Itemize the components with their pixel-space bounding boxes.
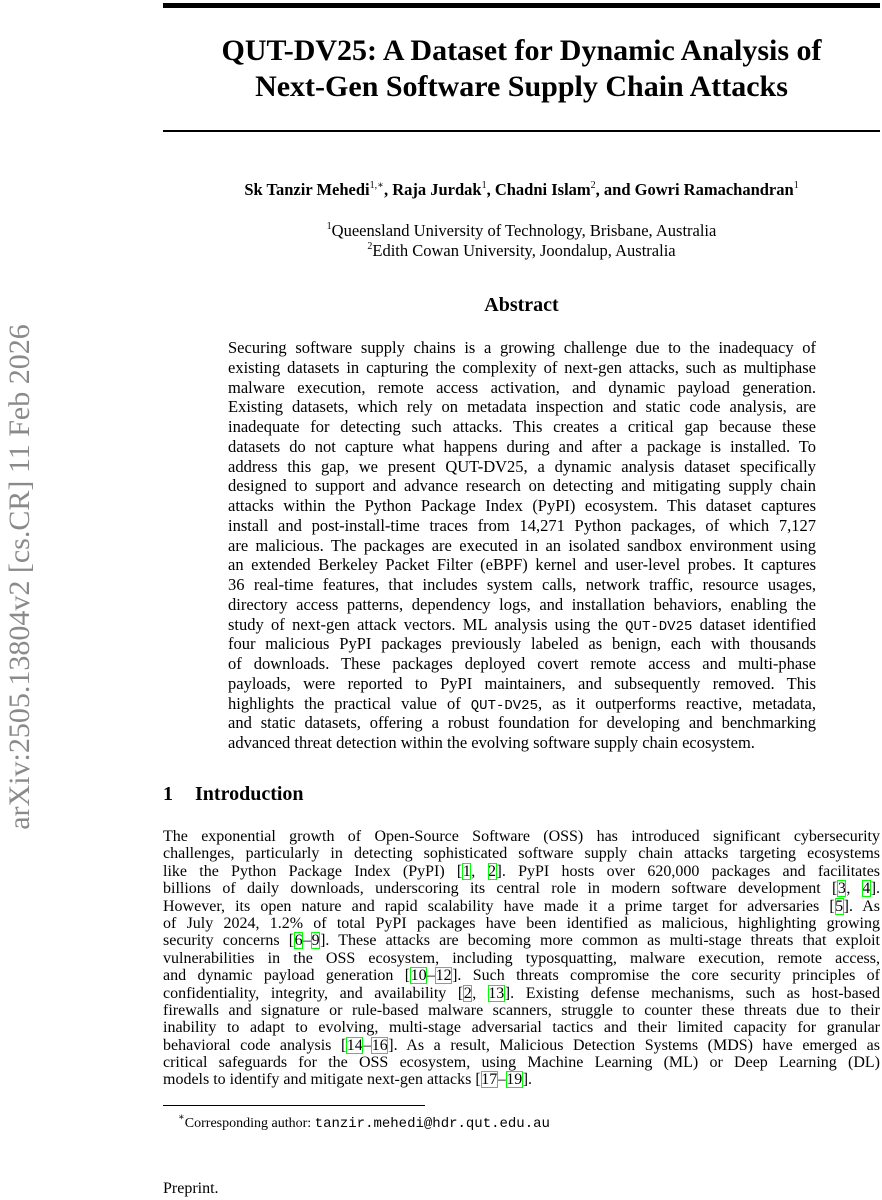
preprint-note: Preprint. xyxy=(163,1180,219,1197)
introduction-paragraph xyxy=(163,828,880,1089)
text-segment: designed to support and advance research on detecting and mitigating supply chain xyxy=(228,476,816,496)
author-list xyxy=(163,180,880,200)
text-line xyxy=(228,694,816,714)
text-segment: critical safeguards for the OSS ecosystem, using Machine Learning (ML) or Deep Learning (DL) xyxy=(163,1054,880,1072)
top-rule xyxy=(163,3,880,8)
text-segment: ]. PyPI hosts over 620,000 packages and facilitates xyxy=(496,862,881,880)
citation-link[interactable]: 13 xyxy=(488,984,505,1002)
text-line xyxy=(163,898,880,915)
text-line xyxy=(228,358,816,378)
text-line xyxy=(163,863,880,880)
text-segment: attacks within the Python Package Index (PyPI) ecosystem. This dataset captures xyxy=(228,496,816,515)
affiliation-mark: 2 xyxy=(367,241,373,252)
title-line-1: QUT-DV25: A Dataset for Dynamic Analysis of xyxy=(221,34,822,67)
affiliation-mark: 1 xyxy=(326,221,332,232)
text-segment: and static datasets, offering a robust foundation for developing and benchmarking xyxy=(228,713,816,733)
affiliation-text: Queensland University of Technology, Brisbane, Australia xyxy=(331,221,717,240)
text-line xyxy=(228,555,816,575)
citation-link[interactable]: 6 xyxy=(294,932,303,950)
text-segment: malware execution, remote access activation, and dynamic payload generation. xyxy=(228,377,816,397)
text-segment: Existing datasets, which rely on metadata inspection and static code analysis, are xyxy=(228,397,816,417)
citation-link[interactable]: 4 xyxy=(862,880,871,898)
text-segment: However, its open nature and rapid scalability have made it a prime target for adversaries [ xyxy=(163,897,835,915)
text-line xyxy=(228,338,816,358)
text-line xyxy=(228,417,816,437)
text-segment: vulnerabilities in the OSS ecosystem, including typosquatting, malware execution, remote access, xyxy=(163,949,880,967)
text-segment: highlights the practical value of xyxy=(228,693,471,713)
author-affiliation-mark: 1 xyxy=(481,180,487,191)
affiliation-text: Edith Cowan University, Joondalup, Australia xyxy=(372,241,676,260)
citation-link[interactable]: 3 xyxy=(837,880,846,898)
citation-link[interactable]: 2 xyxy=(463,984,472,1002)
corresponding-email[interactable]: tanzir.mehedi@hdr.qut.edu.au xyxy=(314,1116,550,1132)
text-segment: ]. xyxy=(522,1071,533,1089)
footnote-mark: ∗ xyxy=(178,1112,185,1123)
title-line-2: Next-Gen Software Supply Chain Attacks xyxy=(255,70,788,103)
citation-link[interactable]: 5 xyxy=(835,897,844,915)
text-segment: The exponential growth of Open-Source Software (OSS) has introduced significant cybersecurity xyxy=(163,828,880,845)
text-segment: existing datasets in capturing the complexity of next-gen attacks, such as multiphase xyxy=(228,357,816,377)
author-affiliation-mark: 2 xyxy=(590,180,596,191)
abstract-body xyxy=(228,338,816,753)
author-separator: , xyxy=(486,180,495,199)
arxiv-identifier-stamp: arXiv:2505.13804v2 [cs.CR] 11 Feb 2026 xyxy=(3,324,36,830)
text-segment: of July 2024, 1.2% of total PyPI packages have been identified as malicious, highlighting growing xyxy=(163,914,880,932)
text-line xyxy=(228,733,816,753)
footnote-rule xyxy=(163,1105,425,1106)
footnote-label: Corresponding author: xyxy=(184,1116,315,1131)
text-segment: models to identify and mitigate next-gen attacks [ xyxy=(163,1071,481,1089)
text-line xyxy=(228,713,816,733)
text-line xyxy=(163,1071,880,1088)
abstract-heading: Abstract xyxy=(484,294,559,316)
paper-title xyxy=(163,33,880,105)
text-line xyxy=(228,378,816,398)
text-line xyxy=(228,674,816,694)
citation-link[interactable]: 10 xyxy=(410,967,427,985)
text-line xyxy=(228,536,816,556)
text-segment: an extended Berkeley Packet Filter (eBPF) kernel and user-level probes. It captures xyxy=(228,555,816,575)
citation-link[interactable]: 12 xyxy=(435,967,452,985)
text-segment: study of next-gen attack vectors. ML analysis using the xyxy=(228,614,626,634)
text-segment: are malicious. The packages are executed in an isolated sandbox environment using xyxy=(228,535,816,555)
text-segment: – xyxy=(497,1071,506,1089)
author-separator: , xyxy=(383,180,393,199)
citation-link[interactable]: 9 xyxy=(311,932,320,950)
affiliation-1 xyxy=(163,221,880,241)
text-segment: inability to adapt to evolving, multi-stage adversarial tactics and their limited capacity for granular xyxy=(163,1019,880,1037)
text-segment: security concerns [ xyxy=(163,932,295,950)
text-segment: ]. Such threats compromise the core security principles of xyxy=(452,967,880,985)
text-segment: – xyxy=(363,1036,372,1054)
text-line xyxy=(228,516,816,536)
text-segment: challenges, particularly in detecting sophisticated software supply chain attacks targeting ecosystems xyxy=(163,845,880,863)
text-segment: 36 real-time features, that includes system calls, network traffic, resource usages, xyxy=(228,575,816,594)
affiliation-2 xyxy=(163,241,880,261)
text-line xyxy=(228,437,816,457)
text-segment: like the Python Package Index (PyPI) [ xyxy=(163,862,463,880)
text-line xyxy=(228,654,816,674)
text-line xyxy=(163,1054,880,1071)
section-title: Introduction xyxy=(195,783,304,805)
text-segment: address this gap, we present QUT-DV25, a dynamic analysis dataset specifically xyxy=(228,456,816,476)
text-segment: confidentiality, integrity, and availability [ xyxy=(163,984,464,1002)
author-name: Raja Jurdak xyxy=(392,180,482,199)
text-line xyxy=(163,828,880,845)
text-line xyxy=(163,915,880,932)
text-line xyxy=(228,575,816,595)
text-line xyxy=(163,1037,880,1054)
text-line xyxy=(163,1019,880,1036)
text-segment: behavioral code analysis [ xyxy=(163,1036,347,1054)
text-line xyxy=(163,845,880,862)
text-line xyxy=(228,615,816,635)
footnote xyxy=(178,1112,550,1132)
text-segment: – xyxy=(427,967,436,985)
text-line xyxy=(228,496,816,516)
citation-link[interactable]: 16 xyxy=(371,1036,388,1054)
text-segment: directory access patterns, dependency logs, and installation behaviors, enabling the xyxy=(228,594,816,614)
author-affiliation-mark: 1,∗ xyxy=(369,180,384,191)
citation-link[interactable]: 1 xyxy=(462,862,471,880)
citation-link[interactable]: 14 xyxy=(346,1036,363,1054)
text-segment: ]. Existing defense mechanisms, such as host-based xyxy=(504,984,881,1002)
author-name: Chadni Islam xyxy=(494,180,591,199)
text-line xyxy=(163,1002,880,1019)
text-line xyxy=(163,950,880,967)
citation-link[interactable]: 19 xyxy=(506,1071,523,1089)
text-line xyxy=(163,967,880,984)
text-segment: inadequate for detecting such attacks. This creates a critical gap because these xyxy=(228,417,816,436)
citation-link[interactable]: 2 xyxy=(488,862,497,880)
author-separator: , and xyxy=(595,180,635,199)
text-line xyxy=(163,880,880,897)
text-line xyxy=(228,634,816,654)
author-name: Sk Tanzir Mehedi xyxy=(244,180,370,199)
text-segment: ]. As xyxy=(843,897,880,915)
text-segment: – xyxy=(303,932,312,950)
text-line xyxy=(228,397,816,417)
text-segment: install and post-install-time traces from 14,271 Python packages, of which 7,127 xyxy=(228,515,816,535)
text-segment: advanced threat detection within the evolving software supply chain ecosystem. xyxy=(228,733,755,752)
text-segment: firewalls and signature or rule-based malware scanners, struggle to counter these threats due to their xyxy=(163,1001,880,1019)
dataset-name-code: QUT-DV25 xyxy=(470,697,538,714)
text-segment: ]. xyxy=(870,880,881,898)
text-segment: ]. As a result, Malicious Detection Systems (MDS) have emerged as xyxy=(388,1036,880,1054)
text-line xyxy=(228,457,816,477)
section-heading-introduction xyxy=(163,783,304,806)
title-rule xyxy=(163,130,880,132)
text-segment: , xyxy=(471,862,488,880)
text-segment: billions of daily downloads, underscoring its central role in modern software development [ xyxy=(163,880,838,898)
author-affiliation-mark: 1 xyxy=(793,180,799,191)
text-line xyxy=(163,985,880,1002)
text-segment: payloads, were reported to PyPI maintainers, and subsequently removed. This xyxy=(228,673,816,693)
section-number: 1 xyxy=(163,783,173,805)
text-segment: datasets do not capture what happens during and after a package is installed. To xyxy=(228,436,816,456)
text-line xyxy=(228,595,816,615)
text-segment: , xyxy=(472,984,488,1002)
dataset-name-code: QUT-DV25 xyxy=(625,618,693,635)
text-segment: of downloads. These packages deployed covert remote access and multi-phase xyxy=(228,654,816,673)
text-segment: , as it outperforms reactive, metadata, xyxy=(537,693,816,713)
text-segment: ]. These attacks are becoming more common as multi-stage threats that exploit xyxy=(320,932,881,950)
text-segment: Securing software supply chains is a growing challenge due to the inadequacy of xyxy=(228,338,816,357)
text-segment: four malicious PyPI packages previously labeled as benign, each with thousands xyxy=(228,634,816,654)
text-line xyxy=(163,932,880,949)
text-segment: , xyxy=(846,880,862,898)
citation-link[interactable]: 17 xyxy=(481,1071,498,1089)
text-segment: and dynamic payload generation [ xyxy=(163,967,411,985)
text-line xyxy=(228,476,816,496)
author-name: Gowri Ramachandran xyxy=(634,180,794,199)
text-segment: dataset identified xyxy=(692,614,816,634)
